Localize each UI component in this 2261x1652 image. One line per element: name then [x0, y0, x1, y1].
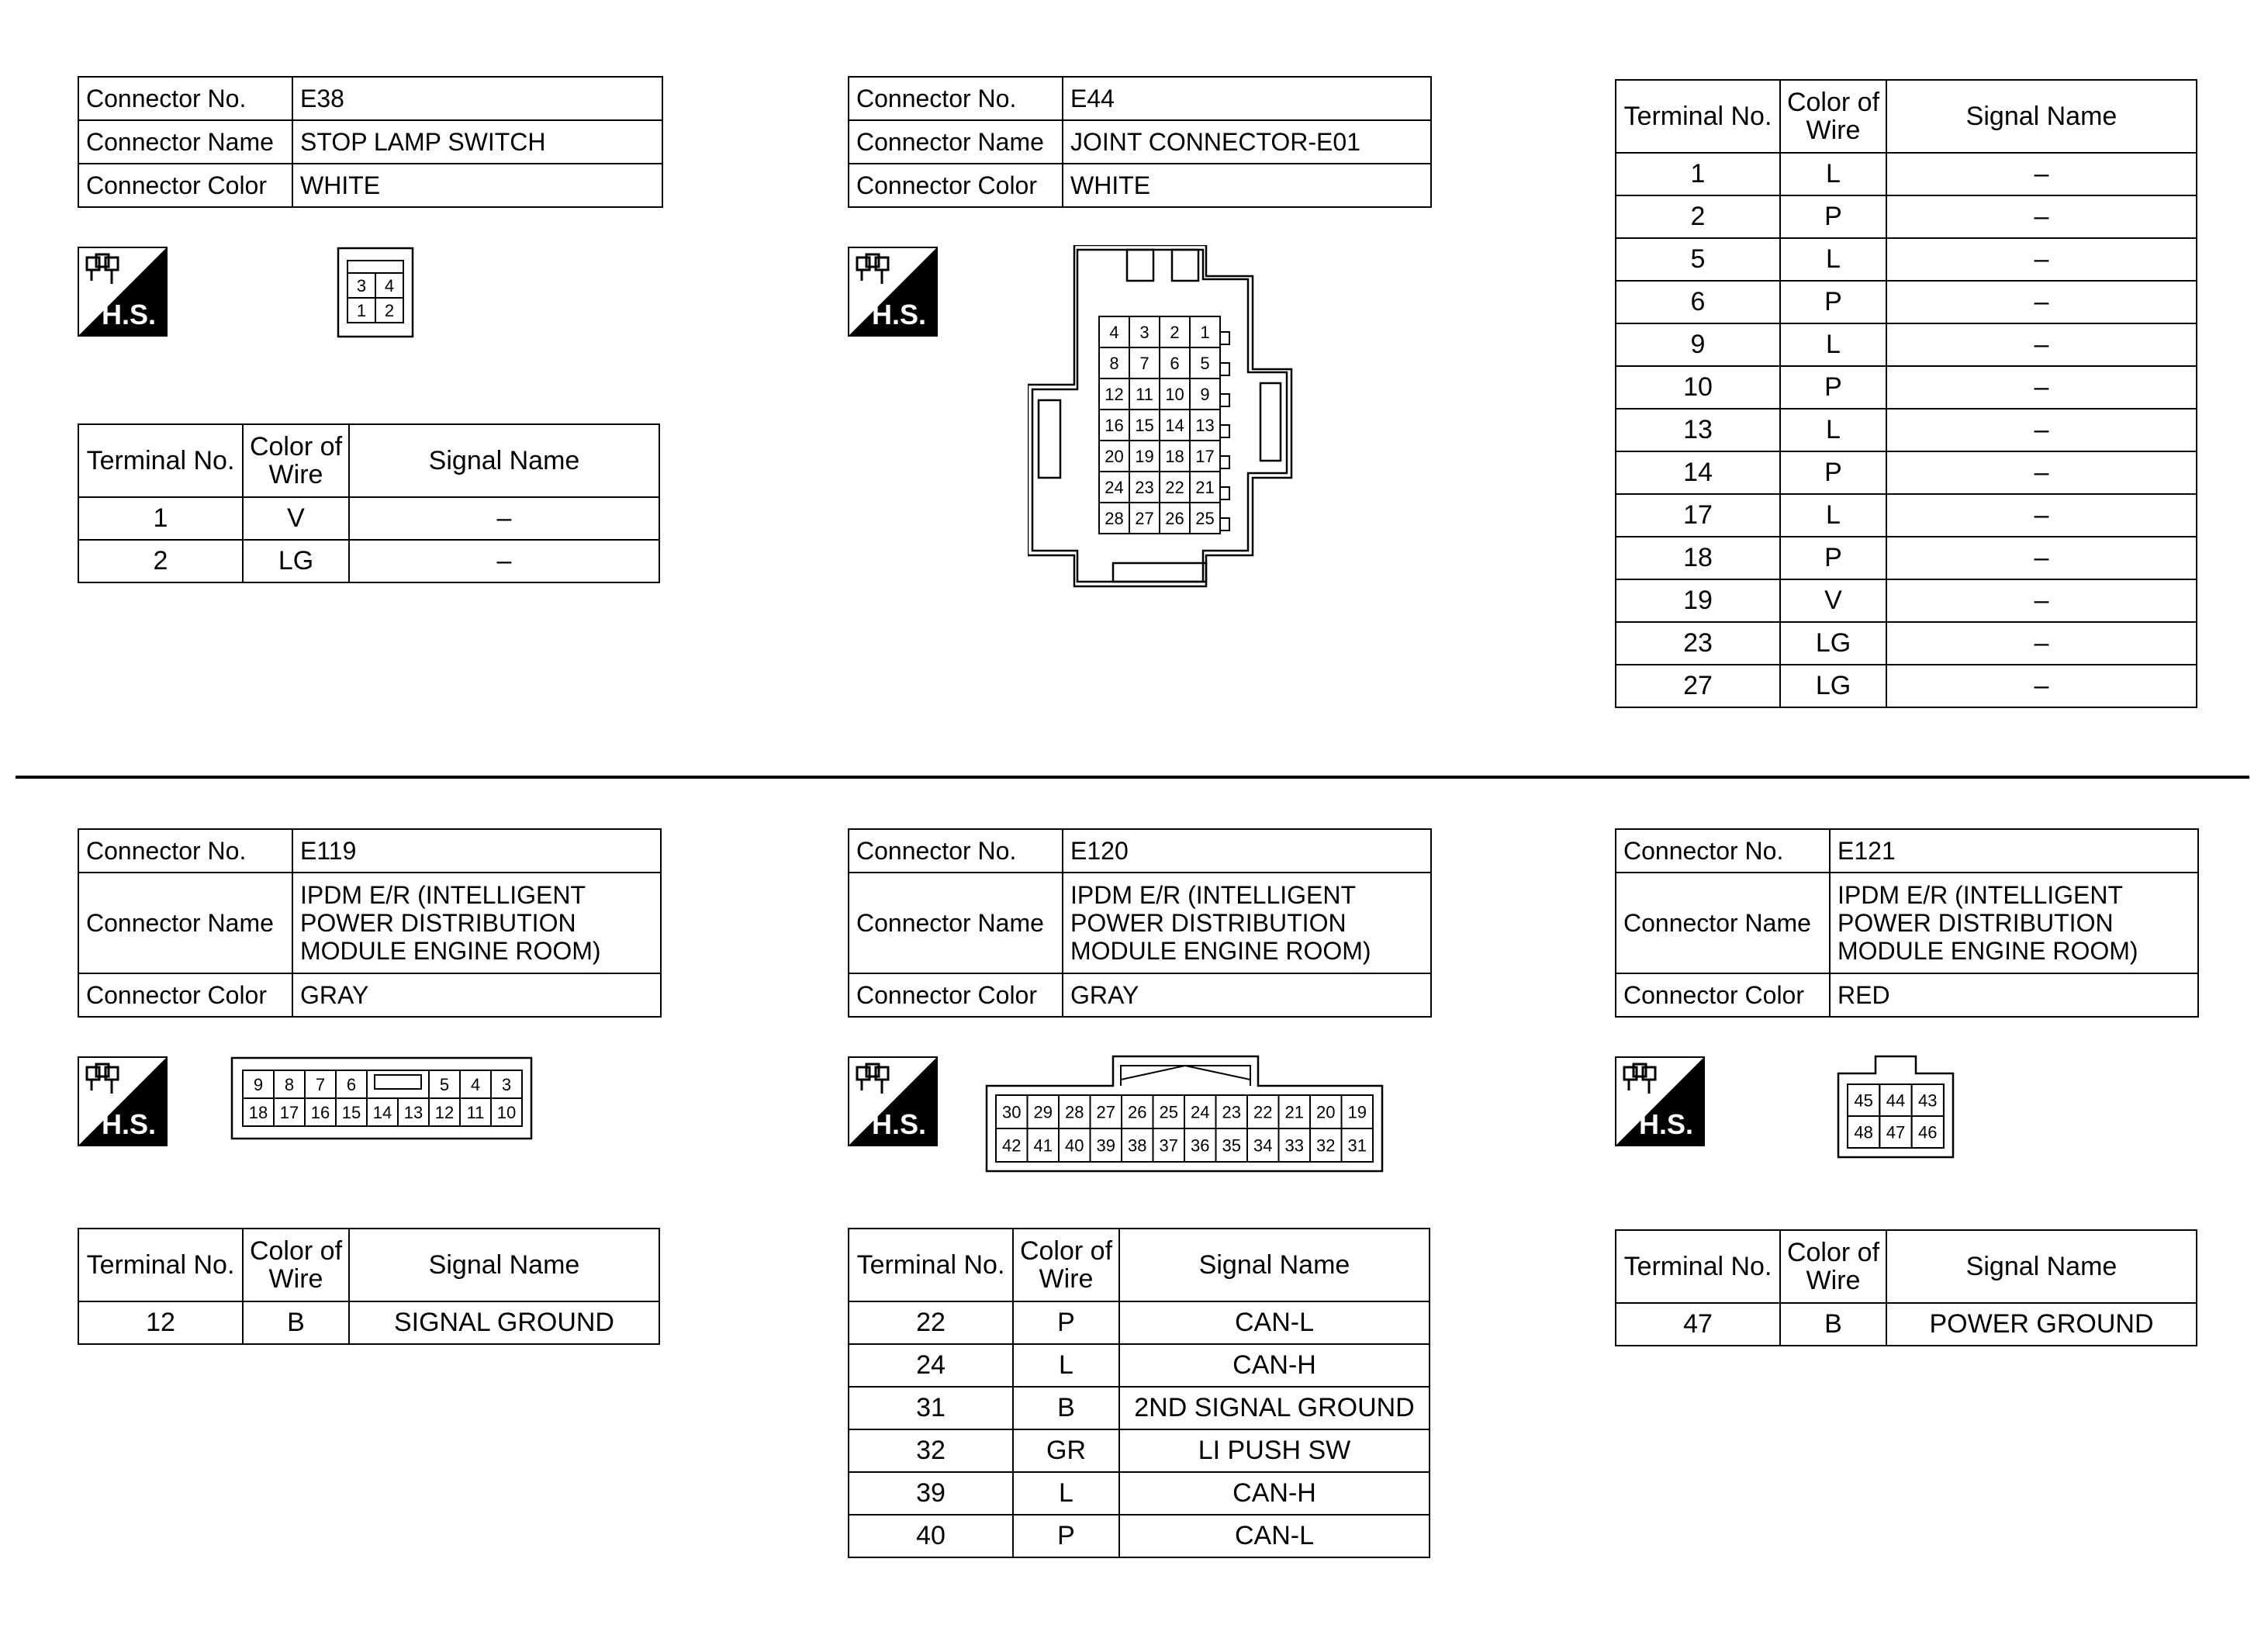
signal-name-cell: LI PUSH SW	[1119, 1429, 1430, 1472]
terminal-no-header: Terminal No.	[849, 1229, 1013, 1301]
pin-label: 12	[434, 1103, 455, 1122]
terminal-no-cell: 1	[78, 497, 243, 540]
pin-label: 26	[1128, 1102, 1147, 1122]
pin-label: 24	[1105, 478, 1124, 497]
signal-name-cell: POWER GROUND	[1886, 1303, 2197, 1346]
pin-label: 16	[310, 1103, 330, 1122]
table-row	[849, 1472, 1430, 1515]
connector-color-label: Connector Color	[849, 164, 1063, 207]
terminal-no-cell: 31	[849, 1387, 1013, 1429]
pin-label: 27	[1096, 1102, 1115, 1122]
harness-side-icon	[848, 247, 938, 337]
connector-no-value: E119	[292, 829, 661, 873]
pin-label: 43	[1918, 1090, 1938, 1111]
terminal-no-cell: 24	[849, 1344, 1013, 1387]
table-row	[78, 540, 659, 582]
connector-name-value: IPDM E/R (INTELLIGENT POWER DISTRIBUTION MODULE ENGINE ROOM)	[1063, 873, 1431, 973]
signal-name-cell: SIGNAL GROUND	[349, 1301, 659, 1344]
pin-label: 34	[1253, 1135, 1273, 1156]
latch-bump	[1220, 425, 1229, 437]
pin-label: 5	[439, 1075, 450, 1094]
table-row	[1616, 579, 2197, 622]
signal-name-cell: –	[1886, 537, 2197, 579]
pin-label: 41	[1033, 1135, 1053, 1156]
connector-color-value: GRAY	[292, 973, 661, 1017]
pin-label: 18	[248, 1103, 268, 1122]
wire-color-cell: LG	[1780, 665, 1886, 707]
pin-label: 47	[1886, 1122, 1906, 1142]
terminal-no-cell: 1	[1616, 153, 1780, 195]
pin-label: 4	[384, 276, 395, 295]
svg-text:H.S.: H.S.	[101, 1108, 157, 1140]
signal-name-cell: CAN-L	[1119, 1515, 1430, 1557]
wire-color-cell: P	[1780, 451, 1886, 494]
wire-color-cell: P	[1013, 1515, 1119, 1557]
signal-name-cell: CAN-H	[1119, 1344, 1430, 1387]
table-row	[849, 1301, 1430, 1344]
pin-label: 15	[1135, 416, 1154, 435]
svg-text:H.S.: H.S.	[101, 299, 157, 330]
harness-side-icon	[1615, 1056, 1705, 1146]
pin-label: 22	[1253, 1102, 1273, 1122]
pin-label: 24	[1191, 1102, 1210, 1122]
pin-label: 39	[1096, 1135, 1115, 1156]
pin-label: 16	[1105, 416, 1124, 435]
pin-label: 17	[279, 1103, 299, 1122]
connector-no-value: E120	[1063, 829, 1431, 873]
svg-text:H.S.: H.S.	[871, 1108, 927, 1140]
wire-color-cell: B	[243, 1301, 349, 1344]
pin-label: 9	[1200, 385, 1210, 404]
pin-label: 14	[372, 1103, 392, 1122]
pin-label: 4	[1109, 323, 1119, 342]
table-row	[1616, 494, 2197, 537]
connector-color-value: WHITE	[1063, 164, 1431, 207]
connector-no-label: Connector No.	[78, 77, 292, 120]
table-row	[1616, 195, 2197, 238]
pin-label: 3	[1139, 323, 1150, 342]
pin-label: 17	[1195, 447, 1215, 466]
pin-label: 20	[1316, 1102, 1336, 1122]
connector-name-label: Connector Name	[849, 120, 1063, 164]
pin-label: 28	[1105, 509, 1124, 528]
wire-color-cell: P	[1780, 366, 1886, 409]
table-row	[1616, 323, 2197, 366]
pin-label: 31	[1347, 1135, 1367, 1156]
pin-label: 5	[1200, 354, 1210, 373]
pin-label: 2	[384, 301, 395, 320]
connector-no-value: E121	[1830, 829, 2198, 873]
signal-name-header: Signal Name	[1119, 1229, 1430, 1301]
pin-label: 23	[1222, 1102, 1241, 1122]
signal-name-cell: 2ND SIGNAL GROUND	[1119, 1387, 1430, 1429]
terminal-no-cell: 10	[1616, 366, 1780, 409]
pin-label: 15	[341, 1103, 361, 1122]
connector-no-label: Connector No.	[849, 77, 1063, 120]
e120-connector-face	[985, 1055, 1384, 1173]
e120-info-table	[848, 828, 1432, 1018]
table-row	[1616, 1303, 2197, 1346]
connector-color-label: Connector Color	[78, 164, 292, 207]
pin-label: 40	[1065, 1135, 1084, 1156]
pin-label: 6	[346, 1075, 357, 1094]
signal-name-cell: –	[1886, 494, 2197, 537]
latch-bump	[1220, 363, 1229, 375]
svg-text:H.S.: H.S.	[1638, 1108, 1694, 1140]
wire-color-cell: P	[1780, 537, 1886, 579]
pin-label: 2	[1170, 323, 1180, 342]
wire-color-cell: L	[1013, 1472, 1119, 1515]
pin-label: 3	[356, 276, 367, 295]
e38-terminal-table	[78, 423, 660, 583]
terminal-no-cell: 14	[1616, 451, 1780, 494]
connector-name-value: IPDM E/R (INTELLIGENT POWER DISTRIBUTION MODULE ENGINE ROOM)	[292, 873, 661, 973]
signal-name-cell: –	[1886, 366, 2197, 409]
table-row	[78, 497, 659, 540]
terminal-no-cell: 19	[1616, 579, 1780, 622]
table-row	[849, 1515, 1430, 1557]
wire-color-cell: L	[1780, 238, 1886, 281]
wire-color-header: Color of Wire	[1780, 1230, 1886, 1303]
signal-name-cell: –	[1886, 622, 2197, 665]
e121-connector-face	[1837, 1055, 1955, 1159]
connector-no-label: Connector No.	[78, 829, 292, 873]
table-row	[1616, 366, 2197, 409]
e120-terminal-table	[848, 1228, 1430, 1558]
signal-name-cell: –	[1886, 281, 2197, 323]
table-row	[1616, 153, 2197, 195]
pin-label: 30	[1002, 1102, 1022, 1122]
terminal-no-cell: 12	[78, 1301, 243, 1344]
connector-no-label: Connector No.	[1616, 829, 1830, 873]
e119-terminal-table	[78, 1228, 660, 1345]
terminal-no-cell: 5	[1616, 238, 1780, 281]
pin-label: 42	[1002, 1135, 1022, 1156]
signal-name-cell: –	[1886, 665, 2197, 707]
wire-color-cell: V	[243, 497, 349, 540]
pin-label: 32	[1316, 1135, 1336, 1156]
table-row	[849, 1429, 1430, 1472]
pin-label: 1	[356, 301, 367, 320]
wire-color-cell: LG	[243, 540, 349, 582]
terminal-no-cell: 39	[849, 1472, 1013, 1515]
wire-color-cell: LG	[1780, 622, 1886, 665]
pin-label: 9	[253, 1075, 264, 1094]
pin-label: 13	[403, 1103, 424, 1122]
pin-label: 25	[1195, 509, 1215, 528]
connector-name-label: Connector Name	[78, 120, 292, 164]
connector-name-value: JOINT CONNECTOR-E01	[1063, 120, 1431, 164]
table-row	[1616, 537, 2197, 579]
wire-color-cell: GR	[1013, 1429, 1119, 1472]
signal-name-header: Signal Name	[1886, 80, 2197, 153]
pin-label: 3	[501, 1075, 512, 1094]
e44-terminal-table	[1615, 79, 2197, 708]
connector-name-label: Connector Name	[849, 873, 1063, 973]
wire-color-cell: L	[1780, 409, 1886, 451]
pin-label: 13	[1195, 416, 1215, 435]
wire-color-header: Color of Wire	[1780, 80, 1886, 153]
terminal-no-header: Terminal No.	[1616, 80, 1780, 153]
table-row	[1616, 238, 2197, 281]
pin-label: 20	[1105, 447, 1124, 466]
terminal-no-cell: 32	[849, 1429, 1013, 1472]
pin-label: 28	[1065, 1102, 1084, 1122]
pin-label: 35	[1222, 1135, 1241, 1156]
pin-label: 22	[1165, 478, 1184, 497]
pin-label: 8	[284, 1075, 295, 1094]
wire-color-cell: B	[1013, 1387, 1119, 1429]
terminal-no-cell: 17	[1616, 494, 1780, 537]
wire-color-header: Color of Wire	[1013, 1229, 1119, 1301]
wire-color-cell: L	[1780, 494, 1886, 537]
pin-label: 46	[1918, 1122, 1938, 1142]
latch-bump	[1220, 518, 1229, 531]
terminal-no-header: Terminal No.	[78, 1229, 243, 1301]
pin-label: 21	[1284, 1102, 1304, 1122]
connector-color-label: Connector Color	[1616, 973, 1830, 1017]
pin-label: 38	[1128, 1135, 1147, 1156]
wire-color-cell: L	[1780, 153, 1886, 195]
pin-label: 10	[496, 1103, 517, 1122]
e38-info-table	[78, 76, 663, 208]
connector-color-label: Connector Color	[78, 973, 292, 1017]
pin-label: 4	[470, 1075, 481, 1094]
pin-label: 10	[1165, 385, 1184, 404]
terminal-no-cell: 13	[1616, 409, 1780, 451]
connector-color-label: Connector Color	[849, 973, 1063, 1017]
connector-name-value: IPDM E/R (INTELLIGENT POWER DISTRIBUTION MODULE ENGINE ROOM)	[1830, 873, 2198, 973]
signal-name-cell: –	[1886, 451, 2197, 494]
table-row	[1616, 281, 2197, 323]
e121-terminal-table	[1615, 1229, 2197, 1346]
terminal-no-cell: 23	[1616, 622, 1780, 665]
pin-label: 8	[1109, 354, 1119, 373]
e44-connector-face	[1028, 245, 1299, 588]
section-divider	[16, 776, 2249, 779]
signal-name-cell: –	[1886, 238, 2197, 281]
wire-color-cell: L	[1013, 1344, 1119, 1387]
connector-name-label: Connector Name	[1616, 873, 1830, 973]
connector-name-value: STOP LAMP SWITCH	[292, 120, 662, 164]
signal-name-cell: –	[1886, 579, 2197, 622]
e38-connector-face	[337, 247, 414, 338]
pin-label: 36	[1191, 1135, 1210, 1156]
e119-connector-face	[230, 1056, 533, 1140]
pin-label: 23	[1135, 478, 1154, 497]
pin-label: 11	[466, 1103, 485, 1122]
wire-color-header: Color of Wire	[243, 1229, 349, 1301]
connector-name-label: Connector Name	[78, 873, 292, 973]
pin-label: 37	[1159, 1135, 1178, 1156]
table-row	[1616, 451, 2197, 494]
harness-side-icon	[848, 1056, 938, 1146]
pin-label: 33	[1284, 1135, 1304, 1156]
wire-color-header: Color of Wire	[243, 424, 349, 497]
pin-label: 12	[1105, 385, 1124, 404]
table-row	[1616, 409, 2197, 451]
signal-name-cell: –	[1886, 195, 2197, 238]
wire-color-cell: P	[1013, 1301, 1119, 1344]
e121-info-table	[1615, 828, 2199, 1018]
table-row	[849, 1344, 1430, 1387]
signal-name-cell: –	[1886, 409, 2197, 451]
pin-label: 44	[1886, 1090, 1906, 1111]
connector-no-value: E44	[1063, 77, 1431, 120]
terminal-no-cell: 2	[1616, 195, 1780, 238]
svg-text:H.S.: H.S.	[871, 299, 927, 330]
pin-label: 29	[1033, 1102, 1053, 1122]
pin-label: 18	[1165, 447, 1184, 466]
table-row	[849, 1387, 1430, 1429]
pin-label: 7	[315, 1075, 326, 1094]
connector-color-value: WHITE	[292, 164, 662, 207]
pin-label: 14	[1165, 416, 1184, 435]
wire-color-cell: V	[1780, 579, 1886, 622]
connector-color-value: GRAY	[1063, 973, 1431, 1017]
terminal-no-cell: 9	[1616, 323, 1780, 366]
wire-color-cell: P	[1780, 281, 1886, 323]
terminal-no-cell: 6	[1616, 281, 1780, 323]
signal-name-header: Signal Name	[349, 1229, 659, 1301]
table-row	[78, 1301, 659, 1344]
latch-bump	[1220, 456, 1229, 468]
e44-info-table	[848, 76, 1432, 208]
pin-label: 21	[1195, 478, 1215, 497]
e44-pin-grid	[1099, 316, 1229, 534]
terminal-no-cell: 47	[1616, 1303, 1780, 1346]
table-row	[1616, 622, 2197, 665]
e119-info-table	[78, 828, 662, 1018]
latch-bump	[1220, 332, 1229, 344]
terminal-no-cell: 22	[849, 1301, 1013, 1344]
pin-label: 48	[1854, 1122, 1873, 1142]
signal-name-cell: –	[349, 540, 659, 582]
harness-side-icon	[78, 1056, 168, 1146]
connector-no-label: Connector No.	[849, 829, 1063, 873]
pin-label: 11	[1136, 385, 1153, 404]
signal-name-cell: CAN-H	[1119, 1472, 1430, 1515]
terminal-no-header: Terminal No.	[78, 424, 243, 497]
pin-label: 27	[1135, 509, 1154, 528]
pin-label: 19	[1347, 1102, 1367, 1122]
wire-color-cell: P	[1780, 195, 1886, 238]
signal-name-header: Signal Name	[349, 424, 659, 497]
latch-bump	[1220, 394, 1229, 406]
table-row	[1616, 665, 2197, 707]
wire-color-cell: L	[1780, 323, 1886, 366]
signal-name-cell: –	[349, 497, 659, 540]
pin-label: 1	[1200, 323, 1210, 342]
harness-side-icon	[78, 247, 168, 337]
pin-label: 6	[1170, 354, 1180, 373]
wire-color-cell: B	[1780, 1303, 1886, 1346]
pin-label: 19	[1135, 447, 1154, 466]
pin-label: 45	[1854, 1090, 1873, 1111]
signal-name-cell: CAN-L	[1119, 1301, 1430, 1344]
pin-label: 25	[1159, 1102, 1178, 1122]
terminal-no-cell: 2	[78, 540, 243, 582]
pin-label: 7	[1139, 354, 1150, 373]
terminal-no-cell: 40	[849, 1515, 1013, 1557]
connector-no-value: E38	[292, 77, 662, 120]
latch-bump	[1220, 487, 1229, 499]
terminal-no-cell: 18	[1616, 537, 1780, 579]
connector-color-value: RED	[1830, 973, 2198, 1017]
pin-label: 26	[1165, 509, 1184, 528]
signal-name-header: Signal Name	[1886, 1230, 2197, 1303]
signal-name-cell: –	[1886, 323, 2197, 366]
terminal-no-cell: 27	[1616, 665, 1780, 707]
signal-name-cell: –	[1886, 153, 2197, 195]
terminal-no-header: Terminal No.	[1616, 1230, 1780, 1303]
